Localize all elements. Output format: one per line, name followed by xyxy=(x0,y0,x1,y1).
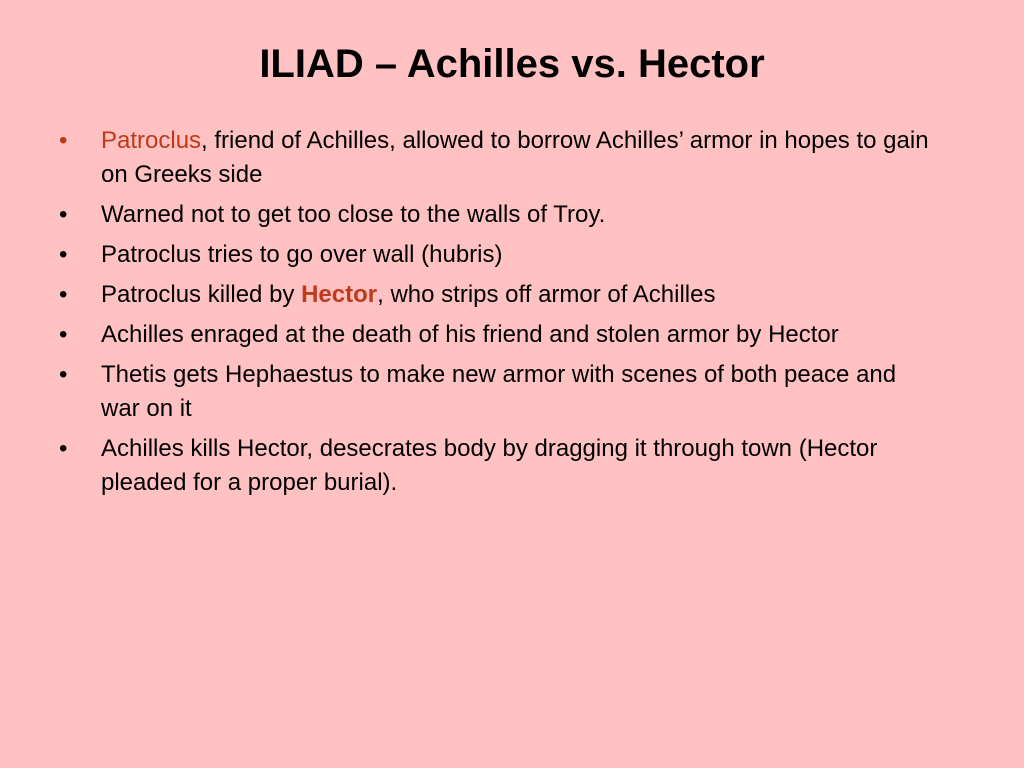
bullet-highlight: Patroclus xyxy=(101,127,202,154)
slide-title: ILIAD – Achilles vs. Hector xyxy=(259,42,765,86)
bullet-marker: • xyxy=(59,435,68,462)
bullet-item xyxy=(55,358,935,426)
bullet-marker: • xyxy=(59,361,68,388)
bullet-text: Warned not to get too close to the walls of Troy. xyxy=(101,201,606,228)
bullet-item xyxy=(55,432,935,500)
bullet-marker: • xyxy=(59,281,68,308)
bullet-marker: • xyxy=(59,241,68,268)
bullet-marker: • xyxy=(59,321,68,348)
bullet-text: Patroclus tries to go over wall (hubris) xyxy=(101,241,503,268)
bullet-list xyxy=(55,124,935,506)
bullet-text: Thetis gets Hephaestus to make new armor with scenes of both peace and war on it xyxy=(101,361,897,422)
bullet-highlight: Hector xyxy=(301,281,378,308)
bullet-item xyxy=(55,278,935,312)
bullet-text: Achilles kills Hector, desecrates body by dragging it through town (Hector pleaded for a proper burial). xyxy=(101,435,878,496)
bullet-text-after: , who strips off armor of Achilles xyxy=(377,281,716,308)
bullet-item xyxy=(55,198,935,232)
bullet-text: , friend of Achilles, allowed to borrow Achilles’ armor in hopes to gain on Greeks side xyxy=(101,127,929,188)
bullet-marker: • xyxy=(59,201,68,228)
bullet-marker: • xyxy=(59,127,68,154)
bullet-text-before: Patroclus killed by xyxy=(101,281,302,308)
bullet-item xyxy=(55,318,935,352)
bullet-item xyxy=(55,238,935,272)
bullet-text: Achilles enraged at the death of his friend and stolen armor by Hector xyxy=(101,321,839,348)
bullet-item xyxy=(55,124,935,192)
